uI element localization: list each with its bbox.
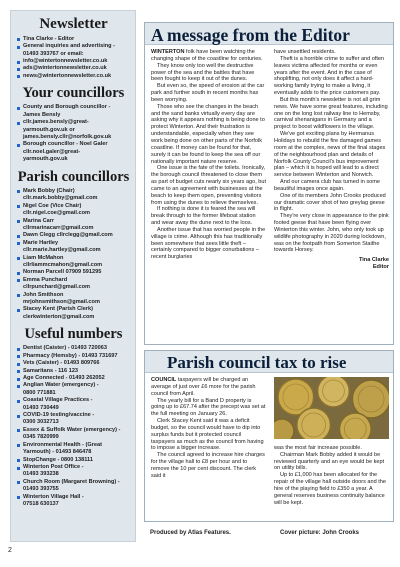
article-paragraph: Clerk Stacey Kent said it was a deficit budget, so the council would have to dip into surplus funds but it protected council taxpayers as much as the council from having to impose a bigger increase.	[151, 418, 264, 452]
article-paragraph: We've got exciting plans by Hermanus Holidays to rebuild the fire damaged games room at the complex, news of the final stages of the neighbourhood plan and details of Norfolk County Council's bus improvement plan – which it is hoped will lead to a direct service between Winterton and Norwich.	[274, 131, 386, 179]
sidebar-item-line: cllr.mark.bobby@gmail.com	[23, 195, 98, 202]
sidebar-item-line: 0300 3032713	[23, 419, 59, 426]
coins-photo	[274, 377, 389, 439]
sidebar-item-line: Winterton Village Hall -	[23, 493, 84, 500]
sidebar-item-line: mrjohnsmithson@gmail.com	[23, 298, 100, 305]
sidebar-item-line: Yarmouth) - 01493 846478	[23, 449, 92, 456]
sidebar-item-line: Mark Bobby (Chair)	[23, 187, 75, 194]
sidebar-list-item	[16, 479, 131, 494]
article-paragraph: If nothing is done it is feared the sea will break through to the former lifeboat station and wear away the dune next to the loos.	[151, 206, 256, 227]
editor-article-title: A message from the Editor	[151, 25, 350, 45]
paragraph-lead: COUNCIL	[151, 377, 177, 383]
sidebar-list-item	[16, 36, 131, 43]
sidebar-list-item	[16, 119, 131, 141]
sidebar-list-item	[16, 43, 131, 58]
sidebar-list-item	[16, 397, 131, 412]
sidebar-item-line: 01493 393767 or email:	[23, 50, 84, 57]
sidebar-item-line: Samaritans - 116 123	[23, 367, 79, 374]
sidebar-list-item	[16, 255, 131, 270]
sidebar-item-line: Nigel Coe (Vice Chair)	[23, 202, 82, 209]
article-paragraph: Up to £1,000 has been allocated for the repair of the village hall outside doors and the hire of the playing field to £350 a year. A general reserves business continuity balance will be kept.	[274, 472, 386, 506]
sidebar-item-line: 0800 771881	[23, 389, 56, 396]
sidebar-item-line: yarmouth.gov.uk	[23, 156, 68, 163]
sidebar-list-item	[16, 292, 131, 307]
sidebar-list-item	[16, 375, 131, 382]
sidebar-item-line: James Bensly	[23, 111, 61, 118]
editor-signature	[274, 257, 389, 271]
sidebar-item-line: ads@wintertonnewsletter.co.uk	[23, 65, 107, 72]
newsletter-contacts-list	[16, 36, 131, 80]
article-paragraph: One of its members John Crooks produced our dramatic cover shot of two greylag geese in flight.	[274, 192, 386, 213]
sidebar-item-line: Anglian Water (emergency) -	[23, 382, 99, 389]
sidebar-list-item	[16, 141, 131, 163]
sidebar-item-line: Marina Carr	[23, 217, 55, 224]
tax-column-2	[274, 377, 389, 519]
editor-column-2	[274, 49, 389, 341]
sidebar-item-line: news@wintertonnewsletter.co.uk	[23, 72, 112, 79]
sidebar-item-line: 07518 630137	[23, 500, 59, 507]
sidebar-list-item	[16, 494, 131, 509]
councillors-list	[16, 104, 131, 163]
sidebar-item-line: Marie Hartley	[23, 239, 59, 246]
article-paragraph: Theft is a horrible crime to suffer and often leaves victims affected for months or even years after the event. And in the case of shoplifting, not only does it affect a hard-working family trying to make a living, it eventually adds to the price customers pay.	[274, 55, 385, 97]
sidebar-item-line: County and Borough councillor -	[23, 104, 111, 111]
sidebar-item-line: Essex & Suffolk Water (emergency) -	[23, 426, 121, 433]
sidebar-item-line: 0345 7820999	[23, 434, 59, 441]
tax-article-title: Parish council tax to rise	[167, 353, 347, 372]
editor-columns	[151, 49, 389, 341]
sidebar-item-line: Norman Parcell 07909 591295	[23, 269, 102, 276]
sidebar-item-line: Tina Clarke - Editor	[23, 35, 75, 42]
sidebar-list-item	[16, 65, 131, 72]
sidebar-list-item	[16, 464, 131, 479]
article-paragraph: The yearly bill for a Band D property is going up to £67.74 after the precept was set at the full meeting on January 26.	[151, 397, 266, 418]
parish-councillors-heading: Parish councillors	[17, 168, 130, 185]
tax-column-1	[151, 377, 266, 519]
sidebar-item-line: Liam McMahon	[23, 254, 64, 261]
sidebar-item-line: cllrmarinacarr@gmail.com	[23, 224, 94, 231]
sidebar-item-line: clerkwinterton@gmail.com	[23, 313, 95, 320]
sidebar-item-line: Emma Punchard	[23, 276, 68, 283]
article-paragraph: WINTERTON folk have been watching the changing shape of the coastline for centuries.	[151, 49, 263, 62]
sidebar-item-line: Pharmacy (Hemsby) - 01493 731697	[23, 352, 118, 359]
sidebar-list-item	[16, 353, 131, 360]
paragraph-lead: WINTERTON	[151, 49, 185, 55]
sidebar-item-line: cllr.marie.hartley@gmail.com	[23, 247, 101, 254]
article-paragraph: Chairman Mark Bobby added it would be reviewed quarterly and an eye would be kept on utility bills.	[274, 451, 385, 472]
sidebar-item-line: Environmental Health - (Great	[23, 441, 102, 448]
article-paragraph: They're very close in appearance to the pink footed geese that have been flying over Winterton this winter. John, who only took up wildlife photography in 2020 during lockdown, was on the footpath from Somerton Staithe towards Horsey.	[274, 213, 389, 254]
councillors-heading: Your councillors	[22, 85, 125, 102]
article-paragraph: was the most fair increase possible.	[274, 444, 362, 451]
newsletter-heading: Newsletter	[39, 16, 108, 32]
sidebar-list-item	[16, 73, 131, 80]
sidebar-list-item	[16, 457, 131, 464]
sidebar-item-line: cllr.noel.galer@great-	[23, 148, 81, 155]
sidebar-item-line: General inquiries and advertising -	[23, 43, 116, 50]
sidebar-list-item	[16, 306, 131, 321]
sidebar-item-line: Church Room (Margaret Browning) -	[23, 478, 120, 485]
article-paragraph: The council agreed to increase hire charges for the village hall to £8 per hour and to remove the 10 per cent discount. The clerk said it	[151, 452, 265, 479]
sidebar-item-line: cllr.nigel.coe@gmail.com	[23, 210, 91, 217]
sidebar-item-line: Coastal Village Practices -	[23, 397, 93, 404]
sidebar-item-line: John Smithson	[23, 291, 64, 298]
sidebar-item-line: Borough councillor - Noel Galer	[23, 141, 108, 148]
article-paragraph: But this month's newsletter is not all grim news. We have some great features, including one on the long lost railway line to Hemsby, carnival shenanigans in Germany and a project to boost wildflowers in the village.	[274, 96, 388, 131]
article-paragraph: have unsettled residents.	[274, 49, 336, 55]
sidebar-list-item	[16, 345, 131, 352]
signature-role: Editor	[372, 264, 389, 271]
sidebar-list-item	[16, 218, 131, 233]
article-paragraph: Those who see the changes in the beach and the sand banks virtually every day are asking why it appears nothing is being done to protect Winterton. And their frustration is understandable, especially when they see work being done on other parts of the Norfolk coastline. If money can be found for that, surely it can be found to keep the sea off our nationally important nature reserve.	[151, 103, 265, 165]
sidebar-list-item	[16, 240, 131, 255]
sidebar-list-item	[16, 104, 131, 119]
sidebar-list-item	[16, 58, 131, 65]
sidebar-item-line: Winterton Post Office -	[23, 463, 84, 470]
sidebar-list-item	[16, 382, 131, 397]
page-number: 2	[8, 547, 12, 554]
sidebar-item-line: Stacey Kent (Parish Clerk)	[23, 306, 93, 313]
editor-column-2-text	[274, 49, 389, 254]
produced-by-credit: Produced by Atlas Features.	[150, 530, 231, 536]
sidebar-item-line: 01493 730449	[23, 404, 59, 411]
sidebar-list-item	[16, 232, 131, 239]
sidebar-item-line: Dawn Clegg cllrclegg@gmail.com	[23, 232, 113, 239]
editor-title-bar	[145, 23, 393, 45]
parish-councillors-list	[16, 188, 131, 321]
cover-picture-credit: Cover picture: John Crooks	[280, 530, 360, 536]
sidebar-list-item	[16, 277, 131, 292]
sidebar-list-item	[16, 368, 131, 375]
article-paragraph: And our camera club has turned in some beautiful images once again.	[274, 179, 380, 192]
sidebar-item-line: cllr.james.bensly@great-	[23, 119, 89, 126]
article-paragraph: They know only too well the destructive power of the sea and the battles that have been fought to keep it out of the dunes.	[151, 62, 255, 83]
sidebar-item-line: 01493 393238	[23, 471, 59, 478]
sidebar-item-line: cllrpunchard@gmail.com	[23, 284, 90, 291]
sidebar-item-line: cllrliammcmahon@gmail.com	[23, 261, 103, 268]
sidebar-item-line: 01493 393755	[23, 486, 59, 493]
useful-numbers-heading: Useful numbers	[24, 326, 123, 343]
tax-title-bar	[145, 351, 393, 373]
sidebar	[10, 10, 136, 542]
article-paragraph: Another issue that has worried people in the village is crime. Although this has traditionally been somewhere that sees little theft – certainly compared to bigger conurbations – recent burglaries	[151, 226, 266, 261]
sidebar-item-line: info@wintertonnewsletter.co.uk	[23, 57, 108, 64]
sidebar-item-line: StopChange - 0800 138111	[23, 456, 93, 463]
sidebar-list-item	[16, 188, 131, 203]
article-paragraph: One issue is the fate of the toilets. Ironically, the borough council threatened to close them as part of budget cuts nearly six years ago, but came to an agreement with businesses at the beach to keep them open, preventing visitors from using the dunes to relieve themselves.	[151, 165, 266, 206]
sidebar-item-line: james.bensly.cllr@norfolk.gov.uk	[23, 134, 112, 141]
sidebar-list-item	[16, 269, 131, 276]
article-paragraph: But even so, the speed of erosion at the car park and further south in recent months has been worrying.	[151, 83, 265, 103]
sidebar-list-item	[16, 412, 131, 427]
sidebar-item-line: Dentist (Caister) - 01493 720063	[23, 345, 107, 352]
sidebar-item-line: Vets (Caister) - 01493 809766	[23, 360, 100, 367]
editor-column-1	[151, 49, 266, 341]
article-paragraph: COUNCIL taxpayers will be charged an average of just over £6 more for the parish council from April.	[151, 377, 256, 397]
useful-numbers-list	[16, 345, 131, 508]
sidebar-item-line: Age Connected - 01493 262052	[23, 375, 105, 382]
sidebar-list-item	[16, 427, 131, 442]
council-tax-article	[144, 350, 394, 522]
sidebar-item-line: yarmouth.gov.uk or	[23, 126, 75, 133]
sidebar-item-line: COVID-19 testing/vaccine -	[23, 412, 95, 419]
sidebar-list-item	[16, 442, 131, 457]
sidebar-list-item	[16, 203, 131, 218]
signature-name: Tina Clarke	[358, 257, 389, 264]
tax-columns	[151, 377, 389, 519]
sidebar-list-item	[16, 360, 131, 367]
tax-column-2-text	[274, 445, 389, 507]
editor-message-article	[144, 22, 394, 345]
